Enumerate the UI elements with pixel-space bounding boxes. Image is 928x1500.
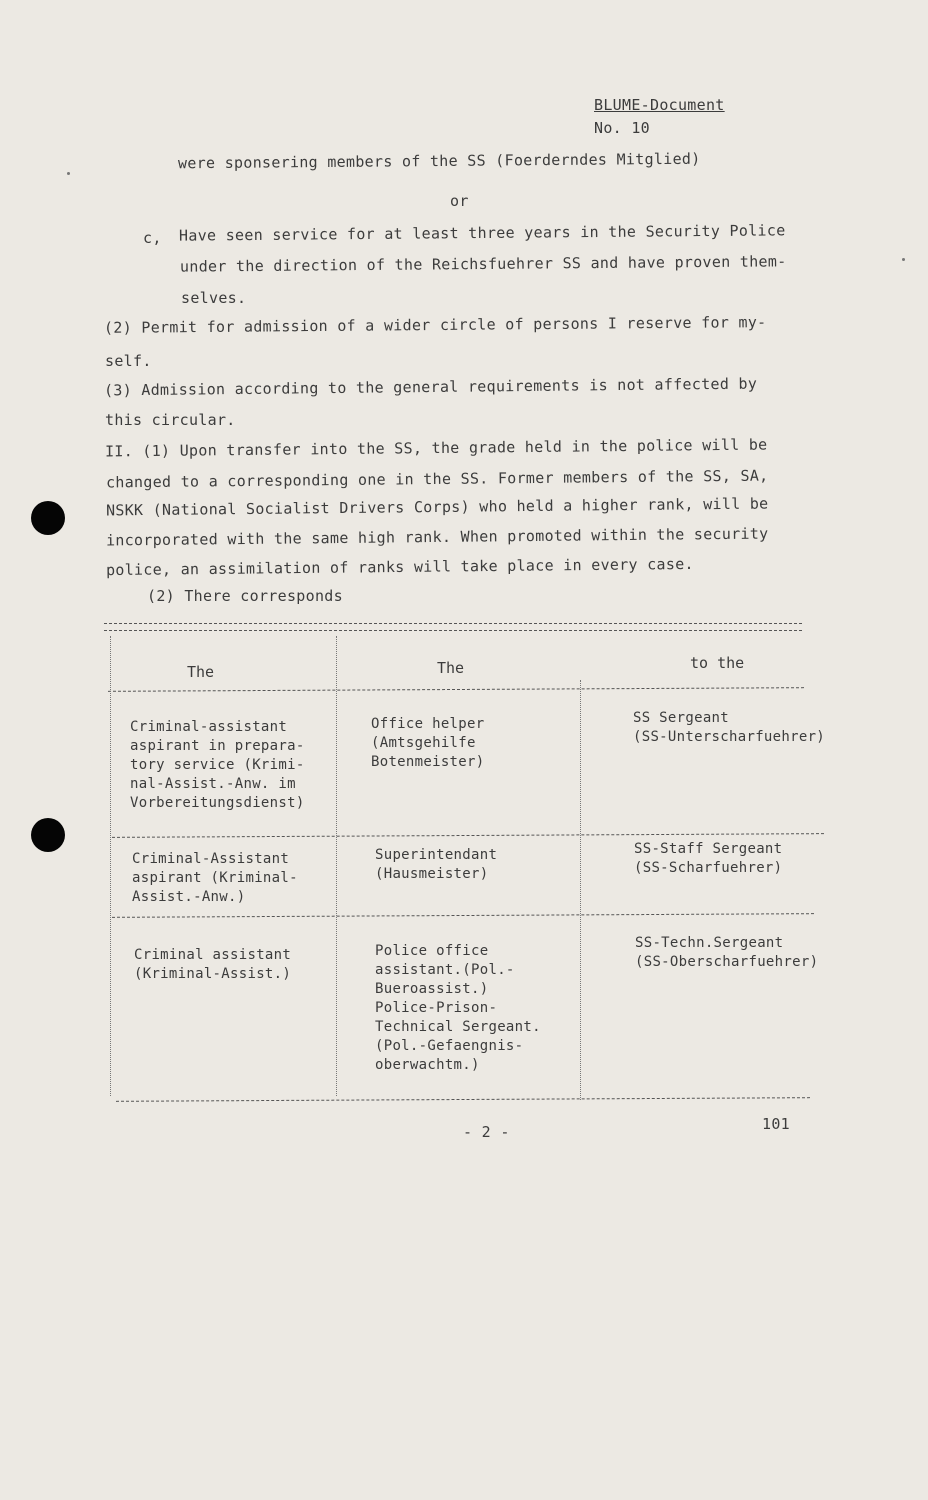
table-header-cell: The — [437, 659, 465, 677]
body-line: (3) Admission according to the general requirements is not affected by — [103, 374, 758, 400]
table-cell: Superintendant (Hausmeister) — [375, 847, 498, 882]
table-cell: Criminal-assistant aspirant in prepara- tory service (Krimi- nal-Assist.-Anw. im Vorbereitungsdienst) — [130, 719, 305, 811]
document-number: No. 10 — [594, 119, 650, 137]
body-line: II. (1) Upon transfer into the SS, the grade held in the police will be — [104, 435, 768, 461]
item-c-marker: c, — [143, 229, 162, 247]
paper-speck — [67, 172, 70, 175]
table-rule — [112, 833, 824, 838]
paper-speck — [902, 258, 905, 261]
body-line: incorporated with the same high rank. When promoted within the security — [105, 524, 769, 550]
punch-hole-upper — [31, 501, 65, 535]
body-line: police, an assimilation of ranks will take place in every case. — [105, 554, 694, 580]
table-rule — [116, 1097, 810, 1102]
stamp-number: 101 — [762, 1115, 790, 1133]
body-line: (2) There corresponds — [147, 587, 343, 605]
table-header-cell: to the — [690, 654, 745, 672]
body-line: self. — [105, 352, 152, 370]
punch-hole-lower — [31, 818, 65, 852]
body-line: were sponsering members of the SS (Foerderndes Mitglied) — [177, 149, 701, 173]
table-column-line — [580, 680, 581, 1100]
body-line: selves. — [181, 289, 247, 307]
table-rule — [108, 687, 804, 692]
document-label: BLUME-Document — [594, 96, 725, 114]
table-cell: SS-Staff Sergeant (SS-Scharfuehrer) — [634, 841, 783, 876]
table-cell: Office helper (Amtsgehilfe Botenmeister) — [371, 716, 485, 770]
body-line: (2) Permit for admission of a wider circle of persons I reserve for my- — [103, 313, 767, 337]
body-line: Have seen service for at least three years in the Security Police — [178, 221, 786, 245]
body-line: NSKK (National Socialist Drivers Corps) who held a higher rank, will be — [105, 494, 769, 520]
table-column-line — [336, 636, 337, 1096]
table-rule — [112, 913, 814, 918]
body-line: under the direction of the Reichsfuehrer SS and have proven them- — [179, 252, 787, 276]
table-cell: Criminal assistant (Kriminal-Assist.) — [134, 947, 292, 982]
table-cell: Police office assistant.(Pol.- Bueroassist.) Police-Prison- Technical Sergeant. (Pol.-Gefaengnis- oberwachtm.) — [375, 943, 541, 1073]
table-cell: Criminal-Assistant aspirant (Kriminal- Assist.-Anw.) — [132, 851, 298, 905]
or-text: or — [450, 192, 469, 210]
body-line: changed to a corresponding one in the SS. Former members of the SS, SA, — [105, 466, 769, 492]
table-column-line — [110, 636, 111, 1096]
body-line: this circular. — [105, 411, 236, 429]
table-header-cell: The — [187, 663, 215, 681]
table-cell: SS-Techn.Sergeant (SS-Oberscharfuehrer) — [635, 935, 819, 970]
table-rule — [104, 623, 802, 624]
table-rule — [104, 630, 802, 631]
page-number: - 2 - — [463, 1123, 510, 1141]
table-cell: SS Sergeant (SS-Unterscharfuehrer) — [633, 710, 826, 745]
